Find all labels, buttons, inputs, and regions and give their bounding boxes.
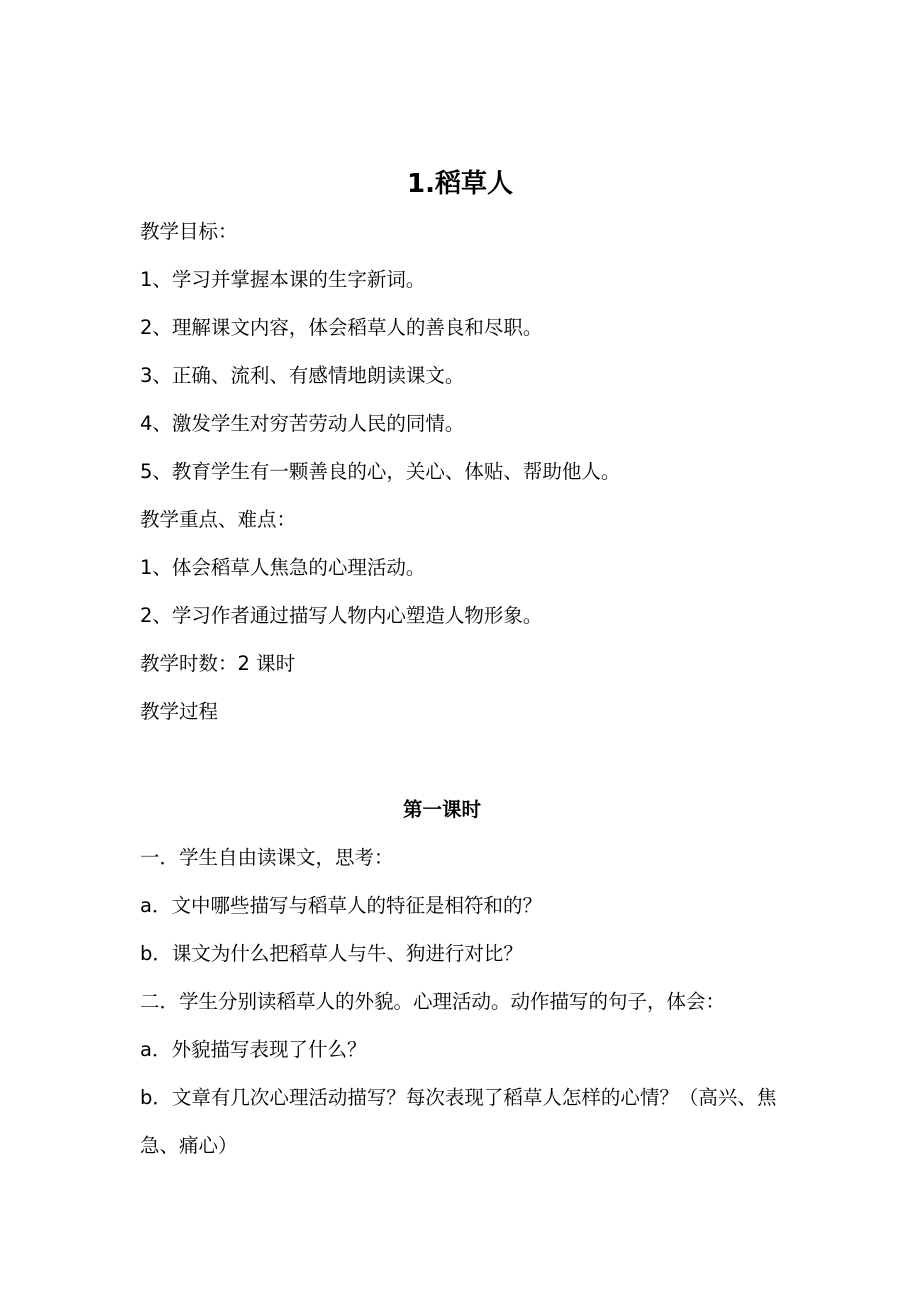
goal-item: 4、激发学生对穷苦劳动人民的同情。 [140,412,465,435]
lesson-step: 一．学生自由读课文，思考： [140,846,394,869]
goals-heading: 教学目标： [140,220,238,243]
teaching-hours: 教学时数：2 课时 [140,652,296,675]
goal-item: 2、理解课文内容，体会稻草人的善良和尽职。 [140,316,543,339]
lesson-question: a．外貌描写表现了什么？ [140,1038,367,1061]
lesson-question: a．文中哪些描写与稻草人的特征是相符和的？ [140,894,542,917]
lesson-heading: 第一课时 [402,798,481,821]
lesson-question: b．课文为什么把稻草人与牛、狗进行对比？ [140,942,523,965]
goal-item: 5、教育学生有一颗善良的心，关心、体贴、帮助他人。 [140,460,621,483]
lesson-step: 二．学生分别读稻草人的外貌。心理活动。动作描写的句子，体会： [140,990,726,1013]
key-point-item: 1、体会稻草人焦急的心理活动。 [140,556,426,579]
goal-item: 3、正确、流利、有感情地朗读课文。 [140,364,465,387]
key-points-heading: 教学重点、难点： [140,508,297,531]
goal-item: 1、学习并掌握本课的生字新词。 [140,268,426,291]
process-heading: 教学过程 [140,700,219,723]
page-title: 1.稻草人 [407,169,513,199]
key-point-item: 2、学习作者通过描写人物内心塑造人物形象。 [140,604,543,627]
lesson-question: b．文章有几次心理活动描写？每次表现了稻草人怎样的心情？（高兴、焦急、痛心） [140,1086,777,1157]
